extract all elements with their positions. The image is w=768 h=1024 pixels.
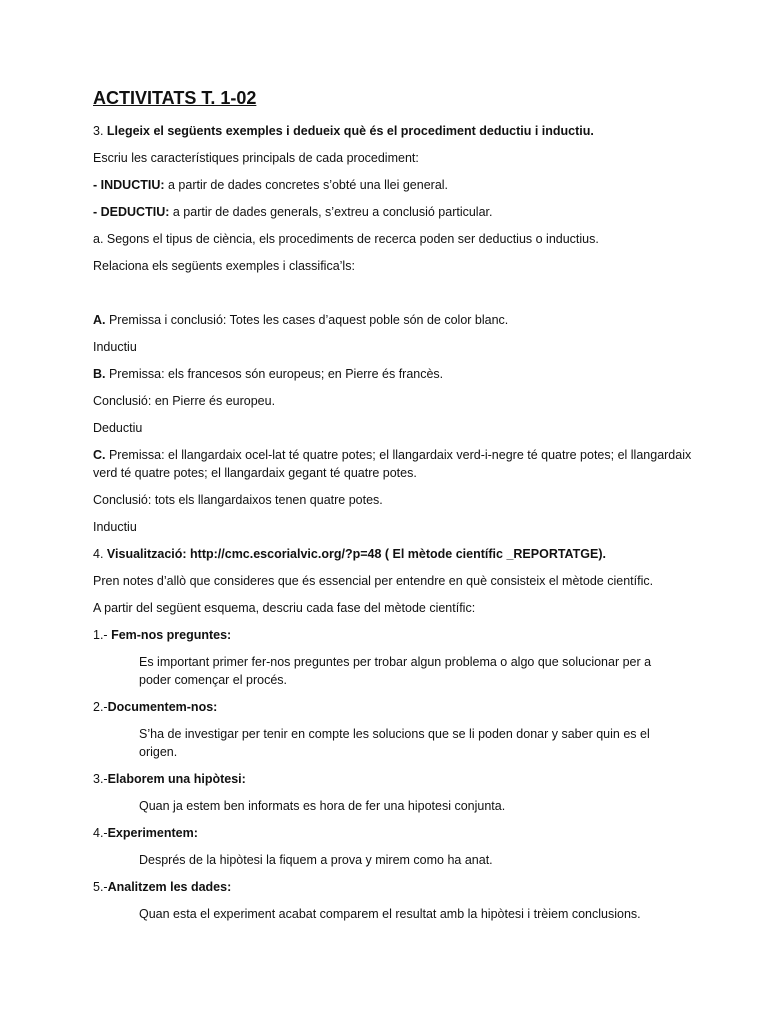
example-c: [93, 446, 693, 482]
q4-heading-text: Visualització: http://cmc.escorialvic.org/?p=48 ( El mètode científic _REPORTATGE).: [106, 547, 606, 561]
q4-number: 4.: [93, 547, 107, 561]
spacer: [93, 284, 693, 311]
inductiu-label: - INDUCTIU:: [93, 178, 165, 192]
phase-4-label: Experimentem:: [107, 826, 198, 840]
example-c-answer: Inductiu: [93, 520, 137, 534]
example-b-conclusion: Conclusió: en Pierre és europeu.: [93, 394, 276, 408]
example-a-answer: Inductiu: [93, 340, 137, 354]
phase-5-number: 5.-: [93, 880, 108, 894]
example-b: [93, 365, 693, 383]
q4-heading: [93, 545, 693, 563]
example-c-text: Premissa: el llangardaix ocel-lat té quatre potes; el llangardaix verd-i-negre té quatre potes; el llangardaix verd té quatre potes; el llangardaix gegant té quatre potes.: [93, 448, 692, 480]
deductiu-label: - DEDUCTIU:: [93, 205, 170, 219]
q3-heading: [93, 122, 693, 140]
phase-1-number: 1.-: [93, 628, 112, 642]
phase-4-title: [93, 824, 693, 842]
phase-2-title: [93, 698, 693, 716]
phase-3-number: 3.-: [93, 772, 108, 786]
phase-4-text: Després de la hipòtesi la fiquem a prova y mirem como ha anat.: [139, 853, 493, 867]
example-b-label: B.: [93, 367, 106, 381]
phase-1-title: [93, 626, 693, 644]
phase-2-text: S’ha de investigar per tenir en compte les solucions que se li poden donar y saber quin es el origen.: [139, 727, 650, 759]
example-b-answer: Deductiu: [93, 421, 143, 435]
example-a-label: A.: [93, 313, 106, 327]
q3-relaciona: Relaciona els següents exemples i classifica’ls:: [93, 259, 355, 273]
phase-5-label: Analitzem les dades:: [107, 880, 232, 894]
phase-5-text: Quan esta el experiment acabat comparem el resultat amb la hipòtesi i trèiem conclusions.: [139, 907, 641, 921]
q3-number: 3.: [93, 124, 107, 138]
example-b-text: Premissa: els francesos són europeus; en Pierre és francès.: [105, 367, 444, 381]
inductiu-text: a partir de dades concretes s’obté una llei general.: [164, 178, 449, 192]
deductiu-definition: [93, 203, 693, 221]
example-c-label: C.: [93, 448, 106, 462]
example-a-text: Premissa i conclusió: Totes les cases d’aquest poble són de color blanc.: [105, 313, 509, 327]
phase-3-label: Elaborem una hipòtesi:: [107, 772, 246, 786]
q3-heading-text: Llegeix el següents exemples i dedueix què és el procediment deductiu i inductiu.: [106, 124, 594, 138]
q3-a-text: a. Segons el tipus de ciència, els procediments de recerca poden ser deductius o inductius.: [93, 232, 599, 246]
q3-intro: Escriu les característiques principals de cada procediment:: [93, 151, 419, 165]
phase-2-number: 2.-: [93, 700, 108, 714]
phase-2-label: Documentem-nos:: [107, 700, 218, 714]
phase-5-title: [93, 878, 693, 896]
document-page: [93, 86, 693, 932]
deductiu-text: a partir de dades generals, s’extreu a conclusió particular.: [169, 205, 493, 219]
inductiu-definition: [93, 176, 693, 194]
phase-1-text: Es important primer fer-nos preguntes per trobar algun problema o algo que solucionar per a poder començar el procés.: [139, 655, 652, 687]
phase-1-label: Fem-nos preguntes:: [111, 628, 232, 642]
q4-intro: A partir del següent esquema, descriu cada fase del mètode científic:: [93, 601, 476, 615]
example-c-conclusion: Conclusió: tots els llangardaixos tenen quatre potes.: [93, 493, 383, 507]
example-a: [93, 311, 693, 329]
page-title: ACTIVITATS T. 1-02: [93, 88, 257, 108]
q4-notes: Pren notes d’allò que consideres que és essencial per entendre en què consisteix el mètode científic.: [93, 574, 654, 588]
phase-3-text: Quan ja estem ben informats es hora de fer una hipotesi conjunta.: [139, 799, 506, 813]
phase-4-number: 4.-: [93, 826, 108, 840]
phase-3-title: [93, 770, 693, 788]
